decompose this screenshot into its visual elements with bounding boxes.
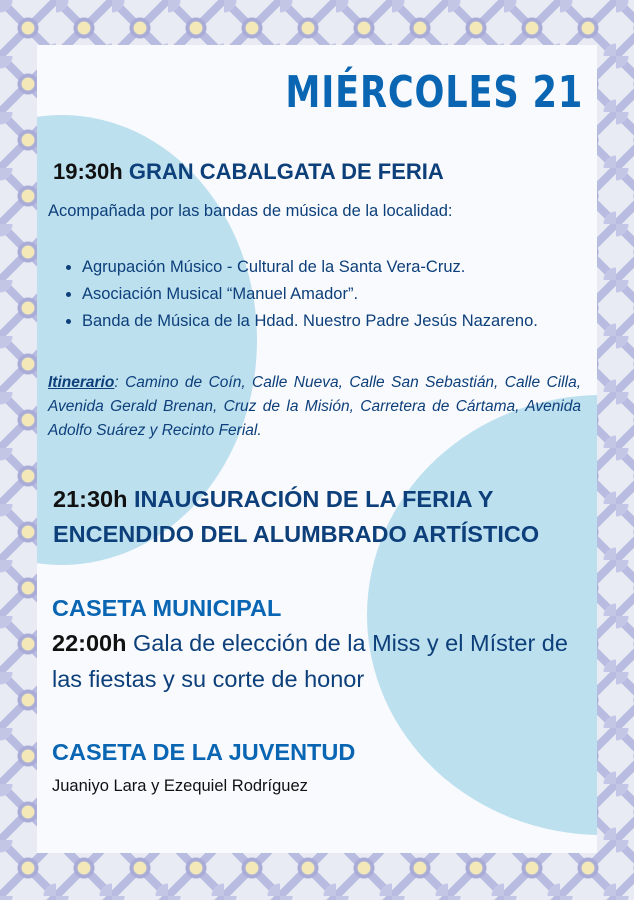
inauguracion-heading	[53, 482, 593, 552]
list-item: • Banda de Música de la Hdad. Nuestro Padre Jesús Nazareno.	[82, 308, 582, 335]
program-card	[37, 45, 597, 853]
list-item: • Asociación Musical “Manuel Amador”.	[82, 281, 582, 308]
inauguracion-title: INAUGURACIÓN DE LA FERIA Y ENCENDIDO DEL ALUMBRADO ARTÍSTICO	[53, 486, 540, 547]
bands-list	[51, 254, 582, 335]
caseta-municipal-title: CASETA MUNICIPAL	[52, 595, 282, 621]
gala-text: Gala de elección de la Miss y el Míster de las fiestas y su corte de honor	[52, 630, 568, 692]
itinerary	[48, 371, 581, 443]
gala-description	[52, 625, 592, 697]
program-content	[37, 45, 597, 853]
itinerary-label: Itinerario	[48, 374, 115, 391]
list-item: • Agrupación Músico - Cultural de la Santa Vera-Cruz.	[82, 254, 582, 281]
gala-time: 22:00h	[52, 630, 127, 656]
cabalgata-title: GRAN CABALGATA DE FERIA	[128, 159, 444, 184]
cabalgata-time: 19:30h	[53, 159, 123, 184]
caseta-juventud-title: CASETA DE LA JUVENTUD	[52, 739, 356, 765]
inauguracion-time: 21:30h	[53, 486, 128, 512]
juventud-artists: Juaniyo Lara y Ezequiel Rodríguez	[52, 777, 308, 795]
cabalgata-intro: Acompañada por las bandas de música de la localidad:	[48, 202, 453, 220]
cabalgata-heading	[53, 157, 444, 187]
day-title: MIÉRCOLES 21	[285, 67, 583, 118]
itinerary-text: : Camino de Coín, Calle Nueva, Calle San Sebastián, Calle Cilla, Avenida Gerald Brenan, Cruz de la Misión, Carretera de Cártama, Avenida Adolfo Suárez y Recinto Ferial.	[48, 374, 581, 439]
